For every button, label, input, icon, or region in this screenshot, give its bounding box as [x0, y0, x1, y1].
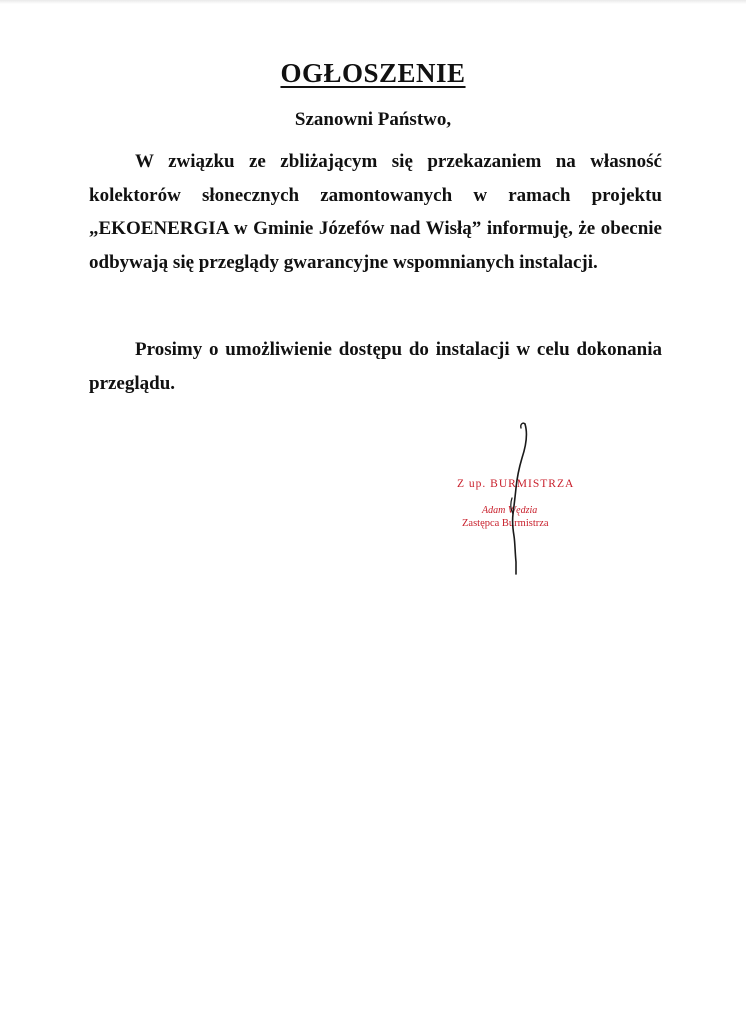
handwritten-signature — [495, 418, 545, 578]
stamp-name: Adam Wędzia — [482, 505, 538, 516]
greeting: Szanowni Państwo, — [294, 109, 452, 130]
signature-stroke — [513, 424, 527, 574]
signature-hook — [521, 423, 525, 428]
announcement-paragraph-2: Prosimy o umożliwienie dostępu do instalacji w celu dokonania przeglądu. — [89, 339, 662, 394]
page-title — [0, 58, 746, 89]
stamp-authority: Z up. BURMISTRZA — [457, 478, 575, 490]
page-title-text: OGŁOSZENIE — [280, 58, 466, 88]
scan-edge — [0, 0, 746, 4]
announcement-paragraph-1: W związku ze zbliżającym się przekazaniem na własność kolektorów słonecznych zamontowanych w ramach projektu „EKOENERGIA w Gminie Józefów nad Wisłą” informuję, że obecnie odbywają się przeglądy gwarancyjne wspomnianych instalacji. — [89, 151, 662, 273]
stamp-position: Zastępca Burmistrza — [462, 518, 549, 529]
